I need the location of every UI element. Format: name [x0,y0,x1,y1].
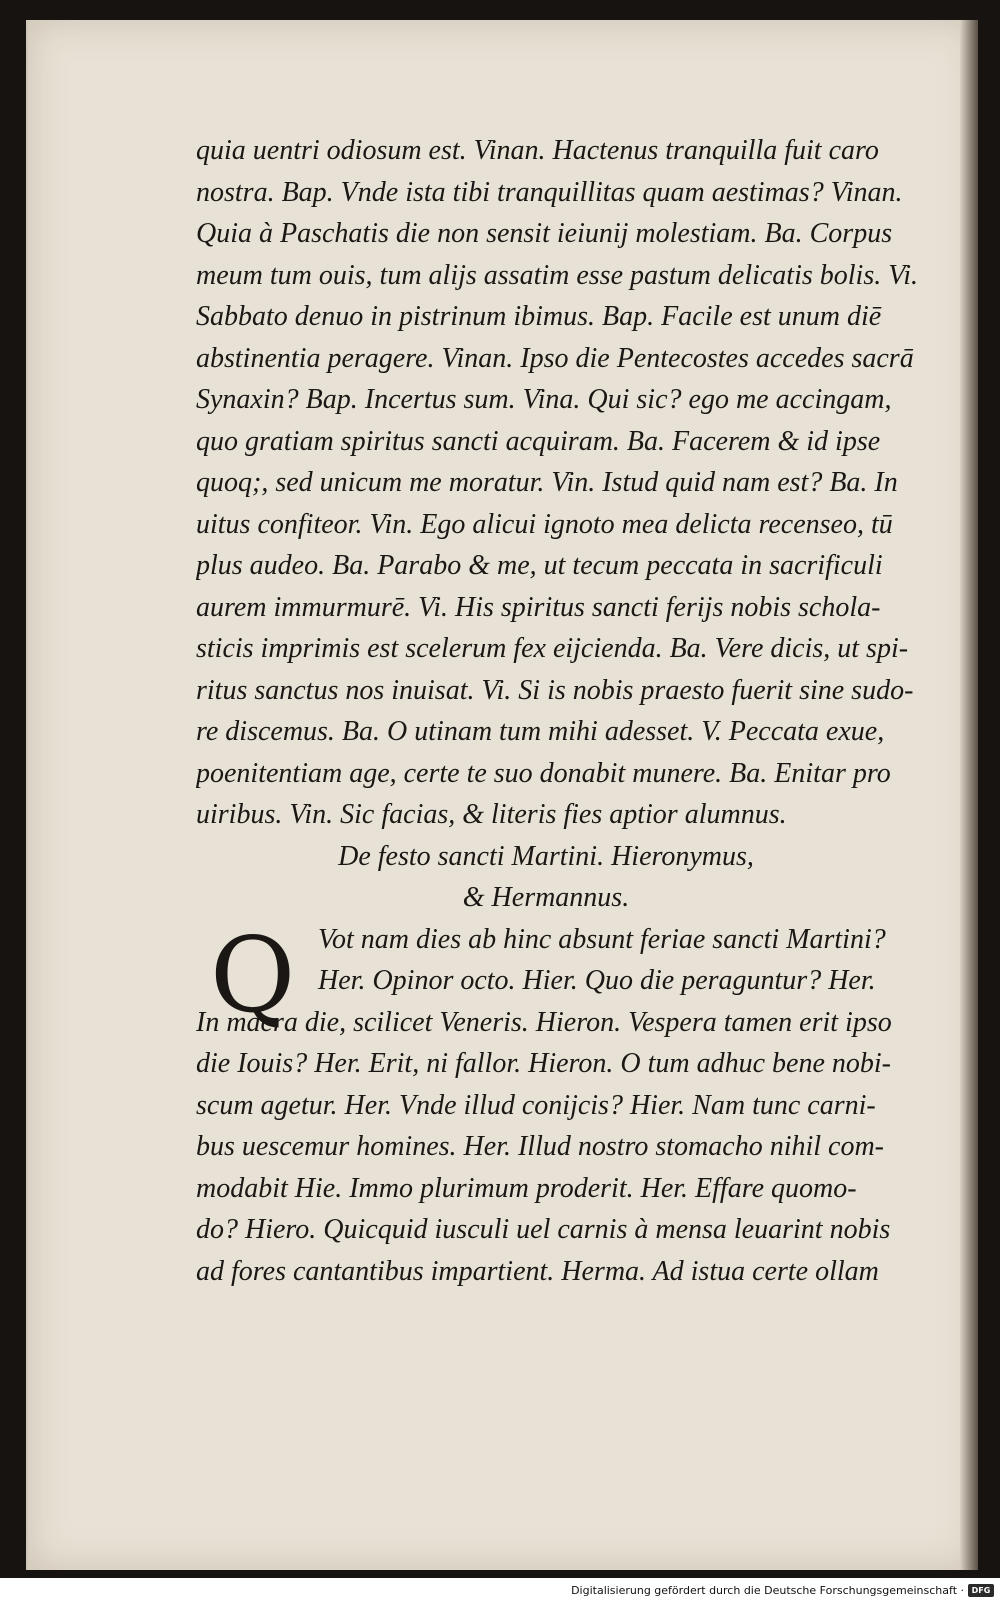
text-line: poenitentiam age, certe te suo donabit munere. Ba. Enitar pro [196,757,891,789]
text-line: uiribus. Vin. Sic facias, & literis fies aptior alumnus. [196,799,787,830]
text-line: modabit Hie. Immo plurimum proderit. Her. Effare quomo- [196,1172,857,1204]
text-line: Sabbato denuo in pistrinum ibimus. Bap. Facile est unum diē [196,301,882,332]
text-line: plus audeo. Ba. Parabo & me, ut tecum peccata in sacrificuli [196,550,883,581]
dialogue-indented [196,919,976,1002]
text-line: In macra die, scilicet Veneris. Hieron. Vespera tamen erit ipso [196,1006,892,1038]
text-line: quoq;, sed unicum me moratur. Vin. Istud quid nam est? Ba. In [196,467,898,498]
text-line: do? Hiero. Quicquid iusculi uel carnis à mensa leuarint nobis [196,1214,891,1245]
text-line: scum agetur. Her. Vnde illud conijcis? Hier. Nam tunc carni- [196,1089,876,1121]
text-line: quo gratiam spiritus sancti acquiram. Ba. Facerem & id ipse [196,425,881,457]
text-line: ad fores cantantibus impartient. Herma. Ad istua certe ollam [196,1255,879,1287]
text-line: Quia à Paschatis die non sensit ieiunij molestiam. Ba. Corpus [196,218,893,249]
dfg-logo: DFG [968,1584,994,1597]
text-line: aurem immurmurē. Vi. His spiritus sancti ferijs nobis schola- [196,591,881,623]
footer [0,1578,1000,1603]
section-heading-line-1: De festo sancti Martini. Hieronymus, [338,840,754,872]
text-line: Vot nam dies ab hinc absunt feriae sancti Martini? [318,923,886,955]
decorated-initial: Q [210,913,296,1036]
text-line: quia uentri odiosum est. Vinan. Hactenus tranquilla fuit caro [196,135,879,166]
section-heading-line-2: & Hermannus. [462,882,630,913]
text-line: meum tum ouis, tum alijs assatim esse pastum delicatis bolis. Vi. [196,259,919,291]
text-line: Synaxin? Bap. Incertus sum. Vina. Qui sic? ego me accingam, [196,384,892,415]
funding-note: Digitalisierung gefördert durch die Deutsche Forschungsgemeinschaft · [571,1584,964,1597]
text-line: ritus sanctus nos inuisat. Vi. Si is nobis praesto fuerit sine sudo- [196,674,914,706]
dialogue-after [196,1002,976,1293]
text-line: Her. Opinor octo. Hier. Quo die peraguntur? Her. [318,965,876,996]
text-line: sticis imprimis est scelerum fex eijcienda. Ba. Vere dicis, ut spi- [196,633,909,664]
page-text [196,130,976,1292]
dialogue-before [196,130,976,836]
text-line: nostra. Bap. Vnde ista tibi tranquillitas quam aestimas? Vinan. [196,176,903,208]
text-line: re discemus. Ba. O utinam tum mihi adesset. V. Peccata exue, [196,716,885,747]
text-line: bus uescemur homines. Her. Illud nostro stomacho nihil com- [196,1131,885,1162]
text-line: abstinentia peragere. Vinan. Ipso die Pentecostes accedes sacrā [196,342,914,374]
book-page [26,20,978,1570]
text-line: uitus confiteor. Vin. Ego alicui ignoto mea delicta recenseo, tū [196,508,893,540]
text-line: die Iouis? Her. Erit, ni fallor. Hieron. O tum adhuc bene nobi- [196,1048,892,1079]
